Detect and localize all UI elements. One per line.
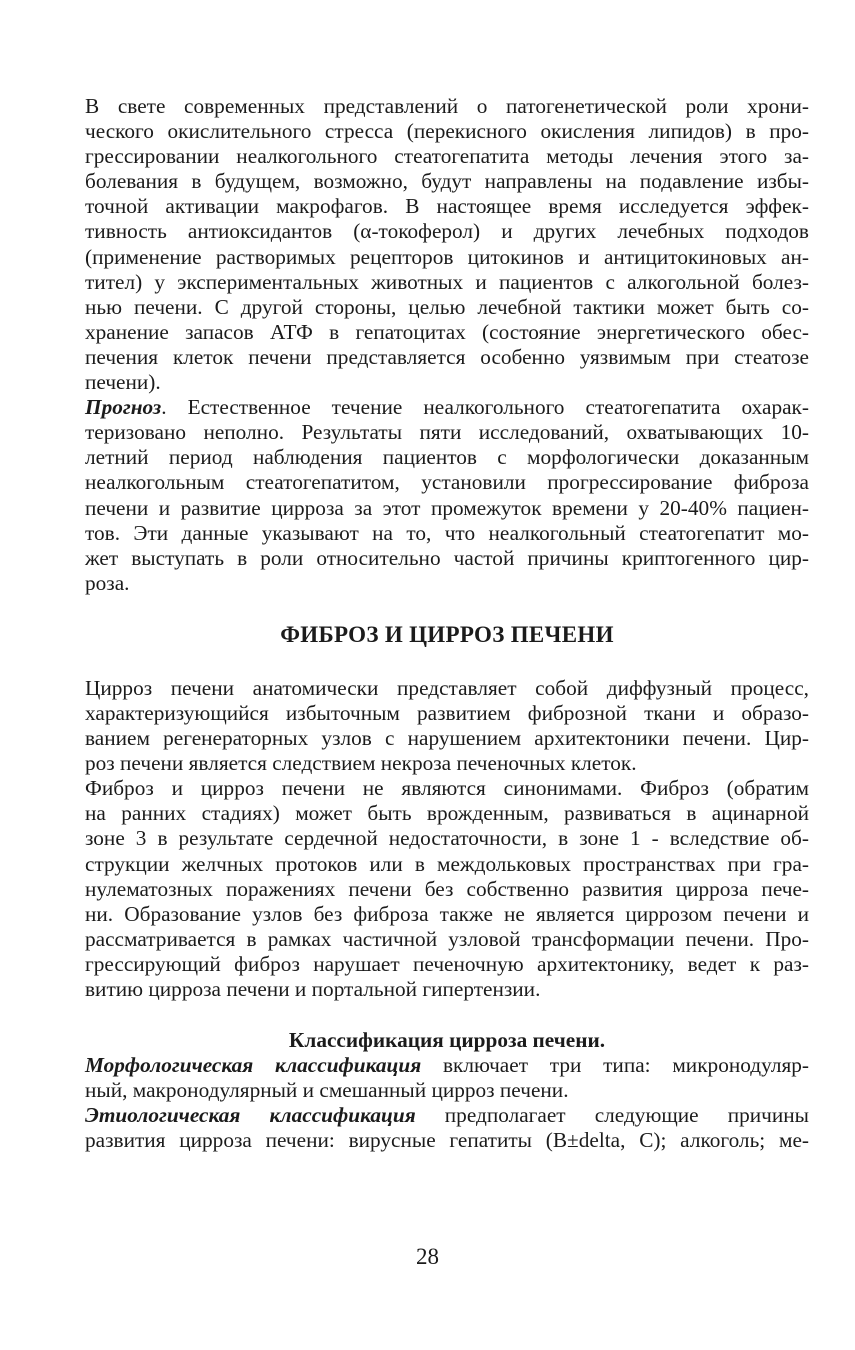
text-line: струкции желчных протоков или в междольковых пространствах при гра-: [85, 851, 809, 876]
page-number: 28: [416, 1244, 439, 1269]
paragraph-prognosis: [85, 395, 809, 596]
text-line: печени и развитие цирроза за этот промежуток времени у 20-40% пациен-: [85, 495, 809, 520]
morph-rest: включает три типа: микронодуляр-: [421, 1053, 809, 1078]
text-line: точной активации макрофагов. В настоящее время исследуется эффек-: [85, 194, 809, 219]
text-line: характеризующийся избыточным развитием фиброзной ткани и образо-: [85, 700, 809, 725]
etio-label: Этиологическая классификация: [85, 1103, 416, 1128]
text-line: нулематозных поражениях печени без собственно развития цирроза пече-: [85, 876, 809, 901]
text-line: болевания в будущем, возможно, будут направлены на подавление избы-: [85, 169, 809, 194]
text-line: печени).: [85, 370, 161, 395]
paragraph-morphological: [85, 1053, 809, 1103]
prognosis-label: Прогноз: [85, 395, 162, 420]
text-line: тител) у экспериментальных животных и пациентов с алкогольной болез-: [85, 269, 809, 294]
text-line: [85, 1053, 809, 1078]
paragraph-treatment: [85, 94, 809, 395]
classification-heading: Классификация цирроза печени.: [288, 1028, 606, 1053]
text-line: Цирроз печени анатомически представляет собой диффузный процесс,: [85, 675, 809, 700]
paragraph-fibrosis: [85, 776, 809, 1002]
text-line: печения клеток печени представляется особенно уязвимым при стеатозе: [85, 344, 809, 369]
text-line: теризовано неполно. Результаты пяти исследований, охватывающих 10-: [85, 420, 809, 445]
text-line: на ранних стадиях) может быть врожденным, развиваться в ацинарной: [85, 801, 809, 826]
prognosis-first-line: . Естественное течение неалкогольного стеатогепатита охарак-: [161, 395, 809, 420]
text-line: неалкогольным стеатогепатитом, установили прогрессирование фиброза: [85, 470, 809, 495]
etio-rest: предполагает следующие причины: [415, 1103, 809, 1128]
text-line: жет выступать в роли относительно частой причины криптогенного цир-: [85, 545, 809, 570]
text-line: ный, макронодулярный и смешанный цирроз печени.: [85, 1078, 569, 1103]
text-line: грессирующий фиброз нарушает печеночную архитектонику, ведет к раз-: [85, 951, 809, 976]
text-line: развития цирроза печени: вирусные гепатиты (B±delta, C); алкоголь; ме-: [85, 1128, 809, 1153]
page-body: [85, 94, 809, 1153]
text-line: роза.: [85, 570, 130, 595]
text-line: ни. Образование узлов без фиброза также не является циррозом печени и: [85, 901, 809, 926]
text-line: Фиброз и цирроз печени не являются синонимами. Фиброз (обратим: [85, 776, 809, 801]
section-heading: ФИБРОЗ И ЦИРРОЗ ПЕЧЕНИ: [280, 621, 614, 647]
text-line: тов. Эти данные указывают на то, что неалкогольный стеатогепатит мо-: [85, 520, 809, 545]
text-line: ческого окислительного стресса (перекисного окисления липидов) в про-: [85, 119, 809, 144]
text-line: (применение растворимых рецепторов цитокинов и антицитокиновых ан-: [85, 244, 809, 269]
text-line: зоне 3 в результате сердечной недостаточности, в зоне 1 - вследствие об-: [85, 826, 809, 851]
paragraph-cirrhosis-definition: [85, 676, 809, 776]
text-line: нью печени. С другой стороны, целью лечебной тактики может быть со-: [85, 294, 809, 319]
text-line: тивность антиоксидантов (α-токоферол) и других лечебных подходов: [85, 219, 809, 244]
text-line: летний период наблюдения пациентов с морфологически доказанным: [85, 445, 809, 470]
text-line: роз печени является следствием некроза печеночных клеток.: [85, 751, 637, 776]
text-line: рассматривается в рамках частичной узловой трансформации печени. Про-: [85, 926, 809, 951]
text-line: грессировании неалкогольного стеатогепатита методы лечения этого за-: [85, 144, 809, 169]
text-line: хранение запасов АТФ в гепатоцитах (состояние энергетического обес-: [85, 319, 809, 344]
text-line: В свете современных представлений о патогенетической роли хрони-: [85, 94, 809, 118]
morph-label: Морфологическая классификация: [85, 1053, 422, 1078]
paragraph-etiological: [85, 1103, 809, 1153]
text-line: [85, 1103, 809, 1128]
text-line: витию цирроза печени и портальной гипертензии.: [85, 977, 541, 1001]
text-line: [85, 395, 809, 420]
text-line: ванием регенераторных узлов с нарушением архитектоники печени. Цир-: [85, 726, 809, 751]
